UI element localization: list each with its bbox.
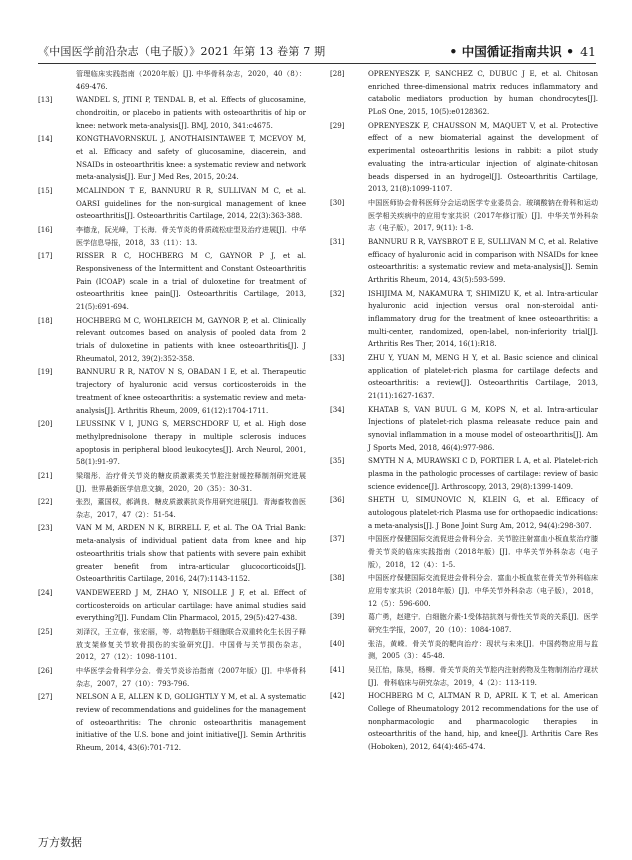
reference-item	[38, 224, 306, 249]
reference-number: [15]	[38, 186, 53, 195]
reference-number: [17]	[38, 251, 53, 261]
reference-item	[38, 366, 306, 417]
reference-number: [28]	[330, 69, 345, 78]
reference-text: KONGTHAVORNSKUL J, ANOTHAISINTAWEE T, MCEVOY M, et al. Efficacy and safety of glucosamine, diacerein, and NSAIDs in osteoarthritis knee: a systematic review and network meta-analysis[J]. Eur J Med Res, 2015, 20:24.	[76, 134, 306, 182]
reference-text: ZHU Y, YUAN M, MENG H Y, et al. Basic science and clinical application of platelet-rich plasma for cartilage defects and osteoarthritis: a review[J]. Osteoarthritis Cartilage, 2013, 21(11):1627-1637.	[368, 352, 598, 401]
reference-number: [37]	[330, 534, 345, 544]
reference-item	[38, 250, 306, 314]
reference-text: 刘泽汉，王立春，张宏丽，等．动物脂肪干细胞联合双重转化生长因子释放支架修复关节软骨损伤的实验研究[J]．中国骨与关节损伤杂志，2012，27（12）：1098-1101.	[76, 626, 306, 662]
reference-number: [14]	[38, 134, 53, 144]
reference-item	[330, 533, 598, 571]
reference-item	[330, 455, 598, 493]
reference-number: [20]	[38, 419, 53, 429]
reference-text: 中国医师协会骨科医师分会运动医学专业委员会．玻璃酸钠在骨科和运动医学相关疾病中的应用专家共识（2017年修订版）[J]．中华关节外科杂志（电子版），2017, 9(11): 1-8.	[368, 197, 598, 233]
reference-text: VAN M M, ARDEN N K, BIRRELL F, et al. The OA Trial Bank: meta-analysis of individual patient data from knee and hip osteoarthritis trials show that patients with severe pain exhibit greater benefit from intra-articular glucocorticoids[J]. Osteoarthritis Cartilage, 2016, 24(7):1143-1152.	[76, 523, 306, 584]
reference-text: SMYTH N A, MURAWSKI C D, FORTIER L A, et al. Platelet-rich plasma in the pathologic processes of cartilage: review of basic science evidence[J]. Arthroscopy, 2013, 29(8):1399-1409.	[368, 456, 598, 491]
reference-number: [24]	[38, 587, 53, 597]
reference-number: [33]	[330, 352, 345, 362]
reference-text: 中华医学会骨科学分会．骨关节炎诊治指南（2007年版）[J]．中华骨科杂志，2007，27（10）：793-796.	[76, 665, 306, 688]
reference-item	[330, 638, 598, 663]
reference-number: [19]	[38, 367, 53, 377]
reference-number: [35]	[330, 456, 345, 466]
reference-item	[330, 690, 598, 754]
reference-number: [34]	[330, 404, 345, 414]
reference-text: NELSON A E, ALLEN K D, GOLIGHTLY Y M, et al. A systematic review of recommendations and guidelines for the management of osteoarthritis: The chronic osteoarthritis management initiative of the U.S. bone and joint initiative[J]. Semin Arthritis Rheum, 2014, 43(6):701-712.	[76, 692, 306, 752]
header-rule	[38, 63, 596, 64]
reference-text: 管理临床实践指南（2020年版）[J]. 中华骨科杂志，2020，40（8）：469-476.	[76, 69, 306, 91]
reference-item	[330, 288, 598, 352]
reference-item	[330, 572, 598, 610]
reference-item	[330, 664, 598, 689]
reference-number: [41]	[330, 664, 345, 674]
reference-item	[38, 185, 306, 223]
reference-text: BANNURU R R, NATOV N S, OBADAN I E, et al. Therapeutic trajectory of hyaluronic acid versus corticosteroids in the treatment of knee osteoarthritis: a systematic review and meta-analysis[J]. Arthritis Rheum, 2009, 61(12):1704-1711.	[76, 367, 306, 415]
reference-item	[38, 418, 306, 469]
reference-item	[330, 611, 598, 636]
reference-item	[38, 587, 306, 625]
journal-issue-title: 《中国医学前沿杂志（电子版）》2021 年第 13 卷第 7 期	[38, 45, 326, 58]
reference-number: [25]	[38, 626, 53, 636]
reference-number: [42]	[330, 691, 345, 701]
reference-item	[38, 315, 306, 366]
reference-item	[38, 496, 306, 521]
reference-number: [29]	[330, 120, 345, 130]
reference-item	[38, 133, 306, 184]
reference-text: 张洁，黄嵘．骨关节炎的靶向治疗：现状与未来[J]．中国药物应用与监测，2005（3）：45-48.	[368, 638, 598, 661]
reference-item	[330, 197, 598, 235]
reference-text: 李德龙，阮光峰，丁长海．骨关节炎的骨质疏松症型及治疗进展[J]．中华医学信息导报，2018，33（11）：13.	[76, 225, 306, 247]
reference-text: ISHIJIMA M, NAKAMURA T, SHIMIZU K, et al. Intra-articular hyaluronic acid injection versus oral non-steroidal anti-inflammatory drug for the treatment of knee osteoarthritis: a multi-center, randomized, open-label, non-inferiority trial[J]. Arthritis Res Ther, 2014, 16(1):R18.	[368, 288, 598, 349]
reference-text: 中国医疗保健国际交流促进会骨科分会．关节腔注射富血小板血浆治疗膝骨关节炎的临床实践指南（2018年版）[J]．中华关节外科杂志（电子版），2018，12（4）：1-5.	[368, 534, 598, 569]
section-label: • 中国循证指南共识 •	[449, 44, 575, 59]
footer-watermark: 万方数据	[38, 836, 82, 849]
reference-number: [32]	[330, 288, 345, 298]
reference-item	[38, 691, 306, 755]
page-number: 41	[580, 44, 596, 59]
references-right-column	[330, 68, 598, 755]
reference-number: [26]	[38, 665, 53, 675]
reference-item	[38, 94, 306, 132]
reference-text: SHETH U, SIMUNOVIC N, KLEIN G, et al. Efficacy of autologous platelet-rich Plasma use for orthopaedic indications: a meta-analysis[J]. J Bone Joint Surg Am, 2012, 94(4):298-307.	[368, 495, 598, 530]
reference-item	[330, 404, 598, 455]
reference-text: HOCHBERG M C, WOHLREICH M, GAYNOR P, et al. Clinically relevant outcomes based on analysis of pooled data from 2 trials of duloxetine in patients with knee osteoarthritis[J]. J Rheumatol, 2012, 39(2):352-358.	[76, 315, 306, 363]
running-header	[38, 43, 596, 61]
reference-text: OPRENYESZK F, SANCHEZ C, DUBUC J E, et al. Chitosan enriched three-dimensional matrix reduces inflammatory and catabolic mediators production by human chondrocytes[J]. PLoS One, 2015, 10(5):e0128362.	[368, 69, 598, 117]
reference-text: 葛广勇，赵建宁．白细胞介素-1受体拮抗剂与骨性关节炎的关系[J]．医学研究生学报，2007，20（10）：1084-1087.	[368, 612, 598, 635]
reference-text: 梁瑞彤．治疗骨关节炎的糖皮质激素类关节腔注射缓控释制剂研究进展[J]．世界最新医学信息文摘，2020，20（35）：30-31.	[76, 470, 306, 493]
reference-item	[330, 236, 598, 287]
reference-item	[38, 626, 306, 664]
reference-number: [39]	[330, 612, 345, 622]
reference-item	[38, 665, 306, 690]
reference-number: [16]	[38, 225, 53, 234]
reference-item	[38, 470, 306, 495]
reference-text: VANDEWEERD J M, ZHAO Y, NISOLLE J F, et al. Effect of corticosteroids on articular cartilage: have animal studies said everything?[J]. Fundam Clin Pharmacol, 2015, 29(5):427-438.	[76, 587, 306, 623]
reference-text: 吴江怡，陈昊，杨柳．骨关节炎的关节腔内注射药物及生物制剂治疗现状[J]．骨科临床与研究杂志，2019，4（2）：113-119.	[368, 664, 598, 687]
reference-number: [13]	[38, 95, 53, 105]
reference-number: [31]	[330, 236, 345, 246]
reference-number: [36]	[330, 495, 345, 505]
reference-text: KHATAB S, VAN BUUL G M, KOPS N, et al. Intra-articular Injections of platelet-rich plasma releasate reduce pain and synovial inflammation in a mouse model of osteoarthritis[J]. Am J Sports Med, 2018, 46(4):977-986.	[368, 404, 598, 452]
reference-item	[330, 68, 598, 119]
reference-item	[330, 120, 598, 196]
reference-number: [40]	[330, 638, 345, 648]
reference-text: 中国医疗保健国际交流促进会骨科分会．富血小板血浆在骨关节外科临床应用专家共识（2018年版）[J]．中华关节外科杂志（电子版），2018，12（5）：596-600.	[368, 573, 598, 608]
reference-text: MCALINDON T E, BANNURU R R, SULLIVAN M C, et al. OARSI guidelines for the non-surgical management of knee osteoarthritis[J]. Osteoarthritis Cartilage, 2014, 22(3):363-388.	[76, 186, 306, 221]
reference-number: [30]	[330, 197, 345, 207]
reference-number: [21]	[38, 470, 53, 480]
reference-text: RISSER R C, HOCHBERG M C, GAYNOR P J, et al. Responsiveness of the Intermittent and Constant Osteoarthritis Pain (ICOAP) scale in a trial of duloxetine for treatment of osteoarthritis knee pain[J]. Osteoarthritis Cartilage, 2013, 21(5):691-694.	[76, 251, 306, 312]
reference-text: HOCHBERG M C, ALTMAN R D, APRIL K T, et al. American College of Rheumatology 2012 recommendations for the use of nonpharmacologic and pharmacologic therapies in osteoarthritis of the hand, hip, and knee[J]. Arthritis Care Res (Hoboken), 2012, 64(4):465-474.	[368, 691, 598, 752]
reference-text: WANDEL S, JTINI P, TENDAL B, et al. Effects of glucosamine, chondroitin, or placebo in patients with osteoarthritis of hip or knee: network meta-analysis[J]. BMJ, 2010, 341:c4675.	[76, 95, 306, 130]
reference-text: 张烈，董国权，郝满良．糖皮质激素抗炎作用研究进展[J]．青海畜牧兽医杂志，2017，47（2）：51-54.	[76, 497, 306, 519]
reference-item	[38, 522, 306, 586]
section-title	[449, 42, 596, 60]
reference-text: OPRENYESZK F, CHAUSSON M, MAQUET V, et al. Protective effect of a new biomaterial against the development of experimental osteoarthritis lesions in rabbit: a pilot study evaluating the intra-articular injection of alginate-chitosan beads dispersed in an hydrogel[J]. Osteoarthritis Cartilage, 2013, 21(8):1099-1107.	[368, 120, 598, 194]
reference-number: [27]	[38, 692, 53, 702]
references-left-column	[38, 68, 306, 756]
reference-item	[330, 352, 598, 403]
reference-number: [22]	[38, 497, 53, 507]
reference-number: [38]	[330, 573, 345, 583]
reference-text: LEUSSINK V I, JUNG S, MERSCHDORF U, et al. High dose methylprednisolone therapy in multiple sclerosis induces apoptosis in peripheral blood leukocytes[J]. Arch Neurol, 2001, 58(1):91-97.	[76, 419, 306, 467]
reference-text: BANNURU R R, VAYSBROT E E, SULLIVAN M C, et al. Relative efficacy of hyaluronic acid in comparison with NSAIDs for knee osteoarthritis: a systematic review and meta-analysis[J]. Semin Arthritis Rheum, 2014, 43(5):593-599.	[368, 236, 598, 284]
reference-number: [18]	[38, 315, 53, 325]
reference-item	[38, 68, 306, 93]
reference-number: [23]	[38, 523, 53, 533]
reference-item	[330, 494, 598, 532]
